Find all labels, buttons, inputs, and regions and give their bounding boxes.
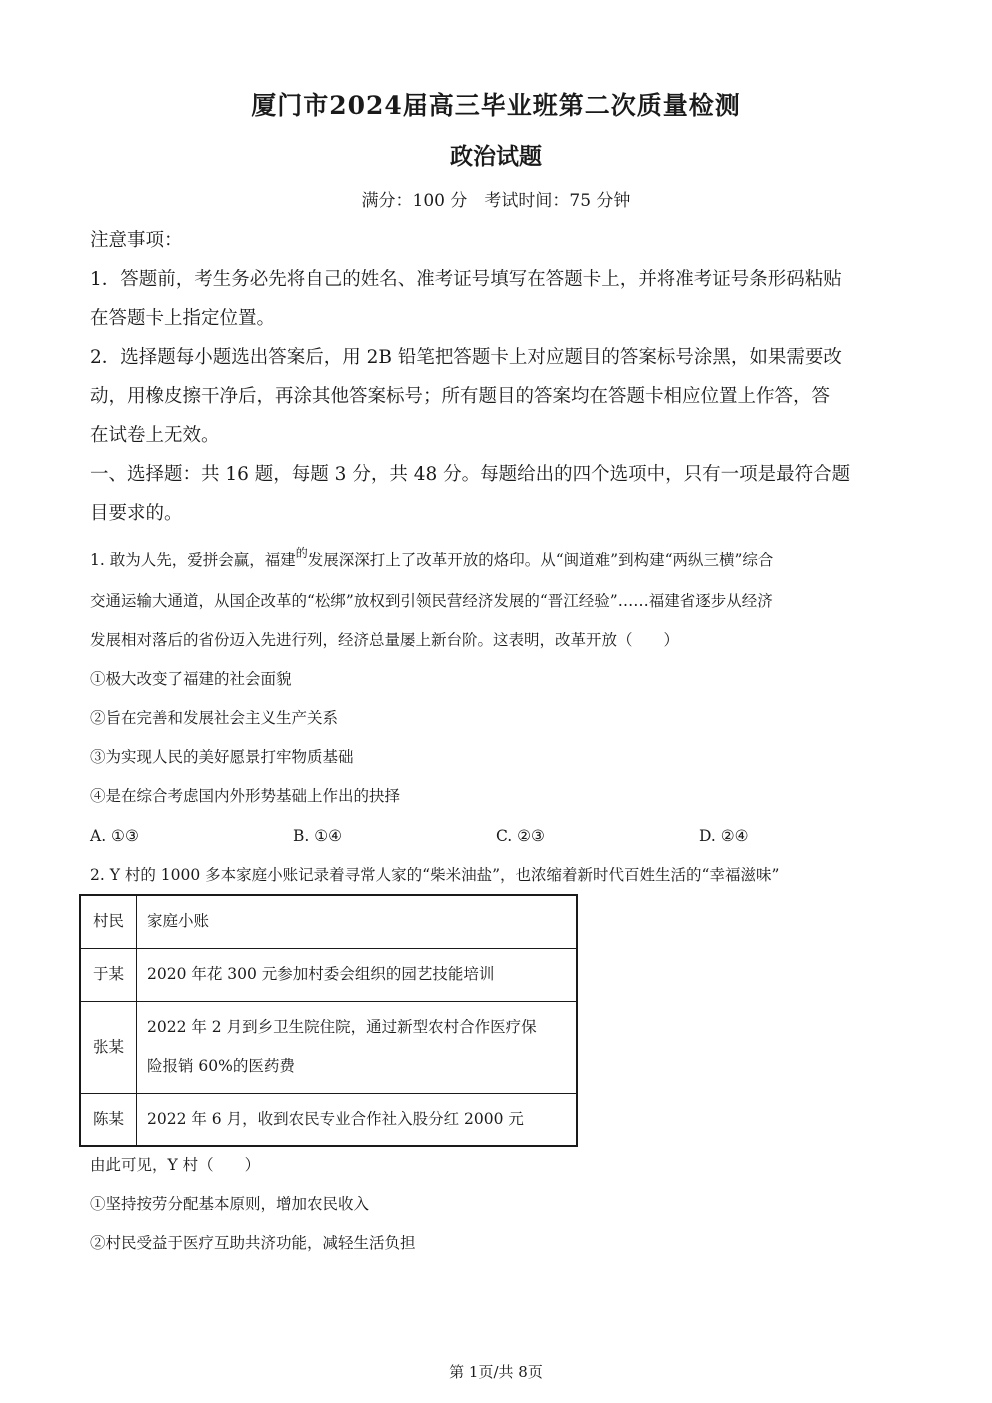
ledger-entry-line-2: 险报销 60%的医药费: [147, 1057, 295, 1075]
ledger-table: [79, 894, 578, 1147]
ledger-header-row: [80, 895, 577, 948]
q1-line-3: 发展相对落后的省份迈入先进行列，经济总量屡上新台阶。这表明，改革开放（ ）: [90, 631, 680, 649]
q1-options: [90, 817, 890, 856]
q1-line-2: 交通运输大通道，从国企改革的“松绑”放权到引领民营经济发展的“晋江经验”……福建省逐步从经济: [90, 592, 773, 610]
q1-option-a: A. ①③: [90, 827, 139, 845]
notice-item-2-line-2: 动，用橡皮擦干净后，再涂其他答案标号；所有题目的答案均在答题卡相应位置上作答，答: [90, 386, 831, 407]
notice-item-1-line-1: 1．答题前，考生务必先将自己的姓名、准考证号填写在答题卡上，并将准考证号条形码粘贴: [90, 269, 842, 290]
ledger-entry: 2022 年 6 月，收到农民专业合作社入股分红 2000 元: [137, 1093, 578, 1146]
section-heading-line-2: 目要求的。: [90, 503, 183, 524]
ledger-villager: 张某: [80, 1001, 137, 1093]
ledger-header-villager: 村民: [80, 895, 137, 948]
q2-statement-2: ②村民受益于医疗互助共济功能，减轻生活负担: [90, 1234, 416, 1252]
notice-item-2-line-3: 在试卷上无效。: [90, 425, 220, 446]
exam-title: 厦门市2024届高三毕业班第二次质量检测: [251, 91, 741, 120]
q1-line-1: [90, 541, 773, 581]
q1-option-c: C. ②③: [496, 827, 545, 845]
table-row: [80, 948, 577, 1001]
q2-stem: 由此可见，Y 村（ ）: [90, 1156, 261, 1174]
q1-statement-4: ④是在综合考虑国内外形势基础上作出的抉择: [90, 787, 401, 805]
q1-statement-1: ①极大改变了福建的社会面貌: [90, 670, 292, 688]
q1-statement-2: ②旨在完善和发展社会主义生产关系: [90, 709, 339, 727]
ledger-villager: 陈某: [80, 1093, 137, 1146]
exam-subject: 政治试题: [450, 143, 542, 170]
q2-statement-1: ①坚持按劳分配基本原则，增加农民收入: [90, 1195, 370, 1213]
table-row: [80, 1001, 577, 1093]
notice-item-1-line-2: 在答题卡上指定位置。: [90, 308, 276, 329]
q1-statement-3: ③为实现人民的美好愿景打牢物质基础: [90, 748, 354, 766]
q2-intro: 2. Y 村的 1000 多本家庭小账记录着寻常人家的“柴米油盐”，也浓缩着新时代百姓生活的“幸福滋味”: [90, 866, 780, 884]
ledger-entry: [137, 1001, 578, 1093]
ledger-villager: 于某: [80, 948, 137, 1001]
section-heading-line-1: 一、选择题：共 16 题，每题 3 分，共 48 分。每题给出的四个选项中，只有一项是最符合题: [90, 464, 851, 485]
q1-line-1-a: 1. 敢为人先，爱拼会赢，福建: [90, 551, 296, 569]
exam-meta: 满分：100 分 考试时间：75 分钟: [361, 191, 631, 211]
ledger-header-ledger: 家庭小账: [137, 895, 578, 948]
page-number: 第 1页/共 8页: [449, 1363, 543, 1381]
q1-option-d: D. ②④: [699, 827, 749, 845]
ledger-entry-line-1: 2022 年 2 月到乡卫生院住院，通过新型农村合作医疗保: [147, 1018, 537, 1036]
q1-line-1-b: 发展深深打上了改革开放的烙印。从“闽道难”到构建“两纵三横”综合: [307, 551, 774, 569]
notice-heading: 注意事项：: [90, 230, 183, 251]
q1-option-b: B. ①④: [293, 827, 343, 845]
q1-line-1-sup: 的: [295, 546, 308, 560]
notice-item-2-line-1: 2．选择题每小题选出答案后，用 2B 铅笔把答题卡上对应题目的答案标号涂黑，如果需要改: [90, 347, 842, 368]
table-row: [80, 1093, 577, 1146]
ledger-entry: 2020 年花 300 元参加村委会组织的园艺技能培训: [137, 948, 578, 1001]
